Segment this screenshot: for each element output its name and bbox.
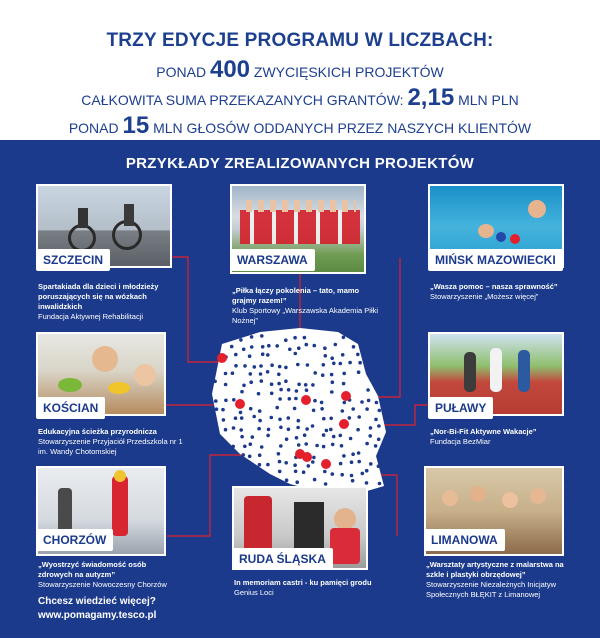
project-dot [374,444,378,448]
project-dot [357,460,361,464]
project-dot [253,365,257,369]
project-dot [304,442,308,446]
project-dot [258,463,262,467]
desc-ruda [234,578,384,598]
marker-pulawy [339,419,349,429]
marker-szczecin [217,353,227,363]
city-label-ruda: RUDA ŚLĄSKA [232,548,333,570]
project-title-limanowa: „Warsztaty artystyczne z malarstwa na szkle i plastyki obrzędowej” [426,560,564,579]
project-dot [339,434,343,438]
project-dot [313,371,317,375]
stat-votes-pre: PONAD [68,120,119,136]
project-dot [293,463,297,467]
project-dot [248,354,252,358]
project-dot [284,338,288,342]
project-dot [278,460,282,464]
marker-koscian [235,399,245,409]
project-dot [249,442,253,446]
project-dot [302,470,306,474]
project-dot [284,366,288,370]
project-dot [297,346,301,350]
project-dot [311,460,315,464]
project-dot [350,474,354,478]
project-dot [356,428,360,432]
project-dot [360,400,364,404]
project-dot [232,398,236,402]
project-dot [296,426,300,430]
project-dot [377,424,381,428]
stat-projects-number: 400 [209,56,251,83]
project-dot [311,383,315,387]
project-dot [357,451,361,455]
city-label-warszawa: WARSZAWA [230,249,315,271]
stat-grants [0,84,600,112]
project-dot [277,373,281,377]
project-dot [259,372,263,376]
project-dot [348,361,352,365]
project-dot [279,426,283,430]
project-dot [239,428,243,432]
project-dot [249,407,253,411]
project-dot [275,406,279,410]
project-dot [323,470,327,474]
project-dot [296,363,300,367]
project-dot [258,409,262,413]
project-dot [329,428,333,432]
project-dot [341,409,345,413]
project-dot [352,345,356,349]
stat-grants-pre: CAŁKOWITA SUMA PRZEKAZANYCH GRANTÓW: [81,92,404,108]
project-dot [288,348,292,352]
project-dot [285,478,289,482]
project-dot [285,437,289,441]
project-dot [260,445,264,449]
project-dot [331,443,335,447]
project-dot [275,344,279,348]
project-dot [224,383,228,387]
project-dot [260,379,264,383]
poland-shape [212,328,386,496]
project-dot [248,455,252,459]
project-dot [234,416,238,420]
project-dot [330,390,334,394]
more-info-question: Chcesz wiedzieć więcej? [38,596,156,607]
project-dot [279,388,283,392]
poland-map [200,324,400,504]
project-dot [334,343,338,347]
stat-grants-number: 2,15 [407,84,455,111]
project-org-minsk: Stowarzyszenie „Możesz więcej” [430,292,539,301]
project-dot [322,417,326,421]
project-dot [293,336,297,340]
project-dot [305,388,309,392]
project-dot [305,427,309,431]
city-label-minsk: MIŃSK MAZOWIECKI [428,249,563,271]
project-dot [293,407,297,411]
project-dot [369,426,373,430]
project-dot [234,364,238,368]
project-dot [287,416,291,420]
project-dot [251,435,255,439]
project-dot [240,390,244,394]
project-dot [340,444,344,448]
projects-section-title: PRZYKŁADY ZREALIZOWANYCH PROJEKTÓW [125,155,475,172]
project-dot [322,445,326,449]
project-dot [267,344,271,348]
desc-szczecin [38,282,190,322]
project-dot [243,445,247,449]
project-dot [239,411,243,415]
project-org-warszawa: Klub Sportowy „Warszawska Akademia Piłki Nożnej” [232,306,379,325]
project-dot [222,418,226,422]
marker-ruda [302,452,312,462]
project-dot [306,363,310,367]
project-dot [332,362,336,366]
stat-votes [0,112,600,140]
project-dot [221,408,225,412]
project-org-ruda: Genius Loci [234,588,274,597]
project-dot [259,364,263,368]
marker-limanowa [321,459,331,469]
project-dot [351,407,355,411]
project-dot [231,371,235,375]
project-dot [350,460,354,464]
project-dot [278,418,282,422]
project-dot [365,481,369,485]
project-dot [361,472,365,476]
project-dot [231,445,235,449]
project-title-koscian: Edukacyjna ścieżka przyrodnicza [38,427,157,436]
stat-projects [0,56,600,84]
project-dot [366,388,370,392]
project-dot [270,382,274,386]
project-dot [342,372,346,376]
marker-warszawa [301,395,311,405]
project-dot [349,437,353,441]
project-dot [215,407,219,411]
project-dot [224,428,228,432]
project-dot [356,353,360,357]
project-dot [278,397,282,401]
project-dot [321,373,325,377]
project-title-warszawa: „Piłka łączy pokolenia – tato, mamo grajmy razem!” [232,286,360,305]
project-dot [257,427,261,431]
project-dot [329,417,333,421]
project-org-szczecin: Fundacja Aktywnej Rehabilitacji [38,312,144,321]
desc-koscian [38,427,188,457]
project-dot [224,399,228,403]
project-dot [330,373,334,377]
project-dot [258,419,262,423]
project-dot [332,435,336,439]
project-dot [330,356,334,360]
project-title-szczecin: Spartakiada dla dzieci i młodzieży poruszających się na wózkach inwalidzkich [38,282,159,311]
project-dot [331,472,335,476]
project-dot [322,363,326,367]
project-dot [242,348,246,352]
project-org-limanowa: Stowarzyszenie Niezależnych Inicjatyw Społecznych BŁĘKIT z Limanowej [426,580,557,599]
project-dot [266,434,270,438]
city-label-koscian: KOŚCIAN [36,397,105,419]
desc-limanowa [426,560,576,600]
city-label-limanowa: LIMANOWA [424,529,505,551]
project-org-koscian: Stowarzyszenie Przyjaciół Przedszkola nr 1 im. Wandy Chotomskiej [38,437,183,456]
desc-minsk [430,282,570,302]
project-title-chorzow: „Wyostrzyć świadomość osób zdrowych na autyzm” [38,560,147,579]
project-dot [243,364,247,368]
desc-pulawy [430,427,570,447]
project-dot [270,416,274,420]
project-dot [213,380,217,384]
project-dot [232,426,236,430]
desc-chorzow [38,560,178,590]
stat-projects-pre: PONAD [156,64,207,80]
project-dot [378,482,382,486]
project-title-ruda: In memoriam castri - ku pamięci grodu [234,578,372,587]
project-dot [307,464,311,468]
project-dot [257,392,261,396]
project-dot [270,363,274,367]
stats-title: TRZY EDYCJE PROGRAMU W LICZBACH: [106,30,494,51]
project-dot [261,352,265,356]
city-label-chorzow: CHORZÓW [36,529,113,551]
project-dot [375,401,379,405]
project-dot [270,392,274,396]
project-dot [312,409,316,413]
project-dot [279,444,283,448]
project-dot [377,438,381,442]
project-dot [278,365,282,369]
project-dot [304,383,308,387]
project-dot [322,433,326,437]
project-dot [252,415,256,419]
project-dot [294,352,298,356]
project-dot [374,418,378,422]
project-dot [277,382,281,386]
projects-panel [0,140,600,638]
project-dot [287,428,291,432]
project-dot [365,469,369,473]
project-dot [224,372,228,376]
project-dot [357,415,361,419]
project-dot [241,453,245,457]
project-dot [369,462,373,466]
project-dot [249,380,253,384]
project-dot [240,435,244,439]
project-dot [295,480,299,484]
project-dot [267,428,271,432]
project-dot [343,401,347,405]
more-info-link[interactable]: www.pomagamy.tesco.pl [38,610,157,621]
project-dot [240,416,244,420]
project-dot [311,424,315,428]
project-org-chorzow: Stowarzyszenie Nowoczesny Chorzów [38,580,167,589]
stat-votes-number: 15 [122,112,150,139]
project-dot [367,399,371,403]
project-dot [297,443,301,447]
project-dot [295,389,299,393]
project-dot [377,464,381,468]
project-dot [341,353,345,357]
stats-header [0,0,600,140]
project-dot [324,354,328,358]
project-dot [258,453,262,457]
city-label-pulawy: PUŁAWY [428,397,493,419]
project-dot [288,397,292,401]
project-dot [358,361,362,365]
project-dot [295,436,299,440]
project-dot [342,454,346,458]
project-dot [214,399,218,403]
project-dot [340,473,344,477]
project-dot [313,399,317,403]
project-dot [239,338,243,342]
project-org-pulawy: Fundacja BezMiar [430,437,491,446]
marker-minsk [341,391,351,401]
project-dot [339,362,343,366]
project-dot [320,401,324,405]
project-dot [250,335,254,339]
project-dot [260,334,264,338]
project-title-pulawy: „Nor-Bi-Fit Aktywne Wakacje” [430,427,537,436]
project-dot [305,343,309,347]
project-dot [266,463,270,467]
project-dot [230,345,234,349]
desc-warszawa [232,286,382,326]
project-dot [312,456,316,460]
project-dot [266,353,270,357]
project-dot [294,397,298,401]
project-dot [297,383,301,387]
project-dot [368,434,372,438]
project-dot [342,336,346,340]
project-dot [320,407,324,411]
project-dot [365,442,369,446]
project-dot [342,382,346,386]
project-dot [297,419,301,423]
project-dot [249,372,253,376]
stat-projects-post: ZWYCIĘSKICH PROJEKTÓW [253,64,444,80]
project-dot [250,345,254,349]
project-dot [351,452,355,456]
project-dot [266,370,270,374]
stat-grants-post: MLN PLN [458,92,519,108]
project-dot [348,416,352,420]
project-dot [303,433,307,437]
project-dot [351,479,355,483]
project-dot [313,344,317,348]
project-dot [325,429,329,433]
project-dot [284,379,288,383]
project-dot [357,370,361,374]
project-dot [303,336,307,340]
project-dot [287,388,291,392]
stat-votes-post: MLN GŁOSÓW ODDANYCH PRZEZ NASZYCH KLIENTÓW [153,120,532,136]
project-dot [234,353,238,357]
project-dot [313,478,317,482]
project-dot [294,470,298,474]
project-title-minsk: „Wasza pomoc – nasza sprawność” [430,282,558,291]
more-info [38,595,156,623]
project-dot [315,444,319,448]
project-dot [323,346,327,350]
project-dot [278,470,282,474]
project-dot [277,452,281,456]
project-dot [284,461,288,465]
city-label-szczecin: SZCZECIN [36,249,110,271]
project-dot [365,407,369,411]
project-dot [331,380,335,384]
project-dot [339,462,343,466]
project-dot [242,384,246,388]
project-dot [261,345,265,349]
project-dot [378,409,382,413]
